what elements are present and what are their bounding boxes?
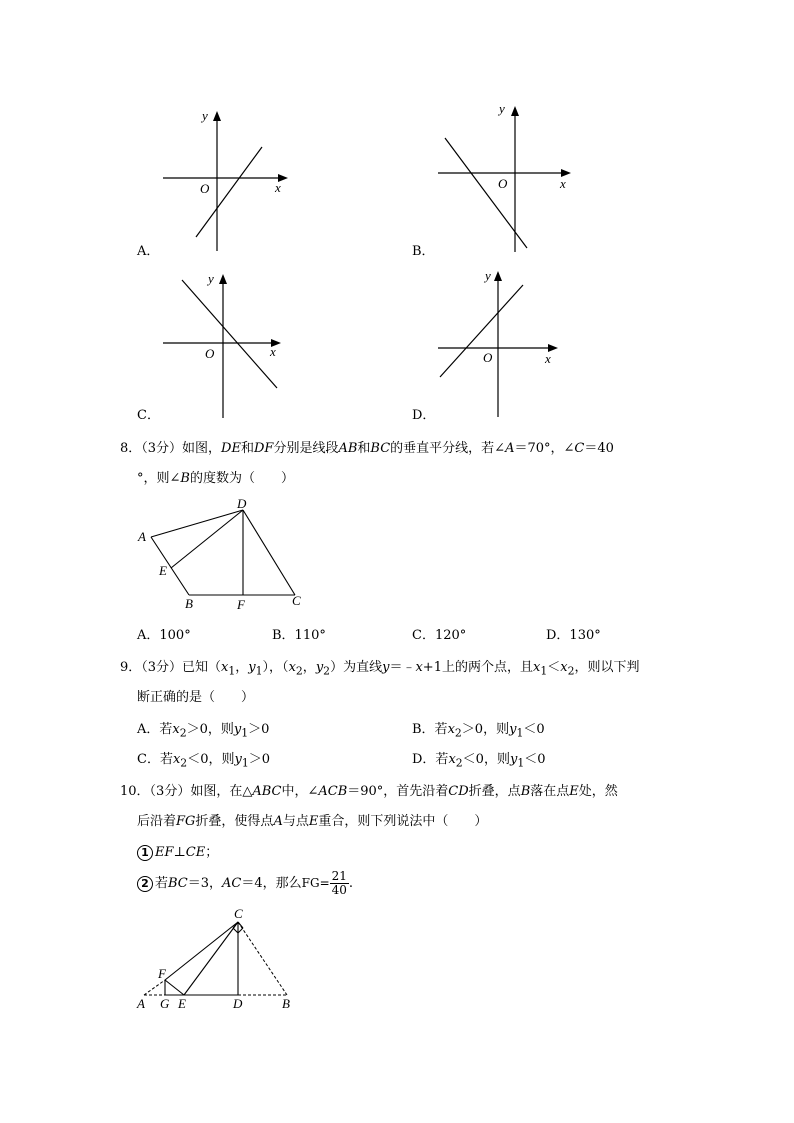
q9-option-a[interactable]: A．若$x_2>0$，则$y_1>0$ [137,722,270,740]
point-e-label: E [178,996,186,1011]
option-b-label: B． [412,244,435,259]
origin-label: O [498,176,508,191]
point-a-label: A [137,996,145,1011]
q9-line1: 9．（3分）已知（$x_1$，$y_1$），（$x_2$，$y_2$）为直线y＝﹣x+1上的两个点，且$x_1<x_2$，则以下判 [120,660,640,678]
y-label: y [202,108,208,123]
y-label: y [485,268,491,283]
point-a-label: A [138,529,146,544]
x-label: x [545,351,551,366]
q8-option-a[interactable]: A．100° [137,628,191,643]
q9-option-b[interactable]: B．若$x_2>0$，则$y_1<0$ [412,722,545,740]
q9-option-d[interactable]: D．若$x_2<0$，则$y_1<0$ [412,752,546,770]
x-label: x [275,180,281,195]
point-b-label: B [282,996,290,1011]
graph-c [160,268,300,420]
x-label: x [270,344,276,359]
q10-line2: 后沿着FG折叠，使得点A与点E重合，则下列说法中（ ） [137,814,488,829]
option-d-label: D． [412,408,436,423]
point-g-label: G [160,996,170,1011]
q8-figure [135,495,315,615]
circled-number-2: 2 [137,876,153,892]
point-e-label: E [159,563,167,578]
point-f-label: F [237,597,245,612]
y-label: y [499,101,505,116]
fraction: $\frac{21}{40}$ [331,869,347,897]
q9-line2: 断正确的是（ ） [137,690,255,705]
option-a-label: A． [137,244,160,259]
y-label: y [208,271,214,286]
q8-option-d[interactable]: D．130° [546,628,601,643]
q10-figure [132,905,302,1015]
point-c-label: C [292,593,301,608]
q10-line1: 10．（3分）如图，在△ABC中，∠ACB＝90°，首先沿着CD折叠，点B落在点E处，然 [120,784,618,799]
point-c-label: C [234,906,243,921]
point-b-label: B [185,596,193,611]
origin-label: O [200,181,210,196]
circled-number-1: 1 [137,845,153,861]
origin-label: O [483,350,493,365]
q8-line1: 8．（3分）如图，DE和DF分别是线段AB和BC的垂直平分线，若∠A＝70°，∠C＝40 [120,441,614,456]
q10-statement-1: 1 EF⊥CE； [137,841,218,861]
graph-a [160,105,300,255]
q9-option-c[interactable]: C．若$x_2<0$，则$y_1>0$ [137,752,270,770]
q8-option-b[interactable]: B．110° [272,628,326,643]
graph-d [435,265,565,420]
graph-b [435,100,580,255]
point-d-label: D [233,996,243,1011]
point-f-label: F [158,966,166,981]
x-label: x [560,176,566,191]
origin-label: O [205,346,215,361]
q8-option-c[interactable]: C．120° [412,628,467,643]
point-d-label: D [237,496,247,511]
q8-line2: °，则∠B的度数为（ ） [137,471,294,486]
q10-statement-2: 2 若BC＝3，AC＝4，那么FG= $\frac{21}{40}$ . [137,870,353,897]
option-c-label: C． [137,408,160,423]
